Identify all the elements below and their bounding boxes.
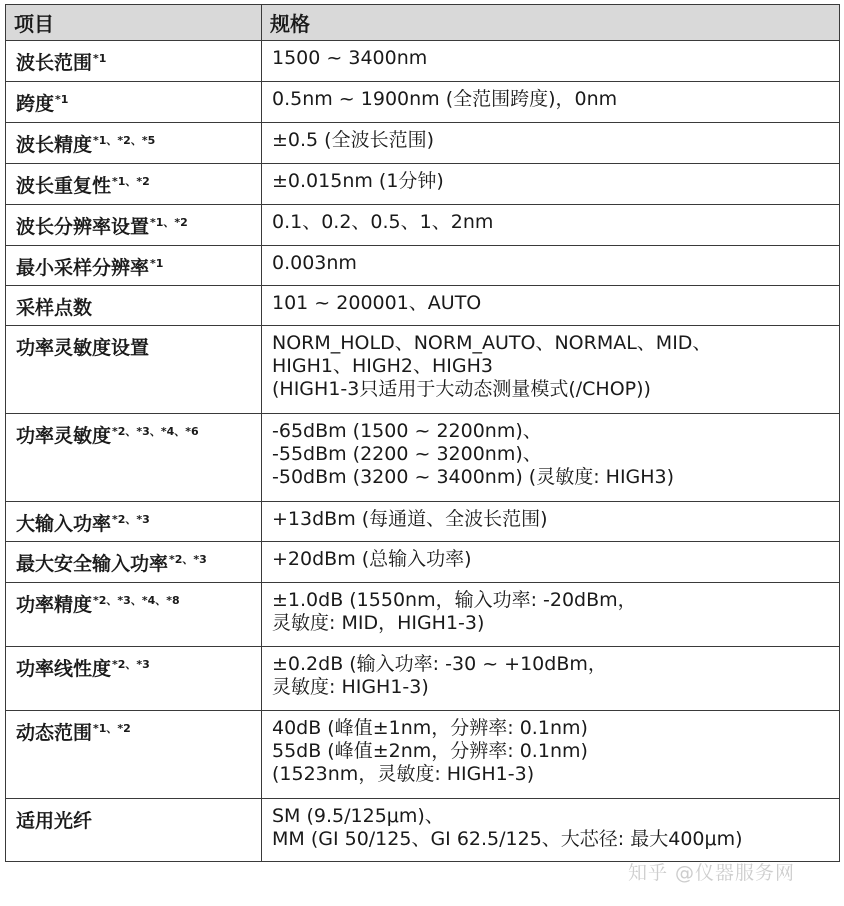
spec-line: -50dBm (3200 ~ 3400nm) (灵敏度: HIGH3) bbox=[272, 466, 675, 488]
spec-line: 0.1、0.2、0.5、1、2nm bbox=[272, 211, 494, 233]
spec-table bbox=[5, 4, 840, 862]
spec-line: (1523nm，灵敏度: HIGH1-3) bbox=[272, 763, 535, 785]
spec-cell bbox=[262, 326, 840, 414]
spec-line: -55dBm (2200 ~ 3200nm)、 bbox=[272, 443, 542, 465]
item-label: 采样点数 bbox=[16, 297, 93, 319]
item-footnote: *1、*2 bbox=[93, 722, 131, 735]
item-label: 波长范围 bbox=[16, 52, 93, 74]
spec-cell bbox=[262, 246, 840, 286]
item-label: 最小采样分辨率 bbox=[16, 257, 150, 279]
spec-line: 1500 ~ 3400nm bbox=[272, 47, 428, 69]
spec-line: +20dBm (总输入功率) bbox=[272, 548, 472, 570]
item-cell bbox=[6, 82, 262, 123]
spec-cell bbox=[262, 205, 840, 246]
spec-line: -65dBm (1500 ~ 2200nm)、 bbox=[272, 420, 542, 442]
spec-cell bbox=[262, 711, 840, 799]
spec-line: (HIGH1-3只适用于大动态测量模式(/CHOP)) bbox=[272, 378, 651, 400]
spec-line: SM (9.5/125μm)、 bbox=[272, 805, 444, 827]
spec-line: 灵敏度: MID，HIGH1-3) bbox=[272, 612, 485, 634]
spec-cell bbox=[262, 164, 840, 205]
item-cell bbox=[6, 583, 262, 647]
item-cell bbox=[6, 326, 262, 414]
spec-cell bbox=[262, 502, 840, 542]
spec-line: ±0.2dB (输入功率: -30 ~ +10dBm， bbox=[272, 653, 607, 675]
item-cell bbox=[6, 502, 262, 542]
item-label: 动态范围 bbox=[16, 722, 93, 744]
spec-line: 0.5nm ~ 1900nm (全范围跨度)，0nm bbox=[272, 88, 618, 110]
item-label: 波长精度 bbox=[16, 134, 93, 156]
item-label: 波长重复性 bbox=[16, 175, 112, 197]
table-row bbox=[6, 583, 840, 647]
spec-cell bbox=[262, 542, 840, 583]
item-footnote: *2、*3 bbox=[169, 553, 207, 566]
spec-line: 40dB (峰值±1nm，分辨率: 0.1nm) bbox=[272, 717, 588, 739]
spec-cell bbox=[262, 82, 840, 123]
table-header bbox=[6, 5, 840, 41]
item-label: 功率线性度 bbox=[16, 658, 112, 680]
item-cell bbox=[6, 799, 262, 862]
table-row bbox=[6, 414, 840, 502]
item-cell bbox=[6, 286, 262, 326]
item-footnote: *2、*3 bbox=[112, 513, 150, 526]
item-label: 功率灵敏度设置 bbox=[16, 337, 150, 359]
spec-cell bbox=[262, 414, 840, 502]
item-footnote: *1、*2 bbox=[112, 175, 150, 188]
table-row bbox=[6, 502, 840, 542]
spec-cell bbox=[262, 799, 840, 862]
item-label: 适用光纤 bbox=[16, 810, 93, 832]
table-row bbox=[6, 326, 840, 414]
table-row bbox=[6, 164, 840, 205]
item-footnote: *1 bbox=[55, 93, 69, 106]
spec-cell bbox=[262, 647, 840, 711]
item-label: 最大安全输入功率 bbox=[16, 553, 169, 575]
spec-line: ±0.015nm (1分钟) bbox=[272, 170, 444, 192]
spec-line: +13dBm (每通道、全波长范围) bbox=[272, 508, 548, 530]
item-cell bbox=[6, 647, 262, 711]
item-label: 波长分辨率设置 bbox=[16, 216, 150, 238]
spec-cell bbox=[262, 286, 840, 326]
table-row bbox=[6, 647, 840, 711]
item-cell bbox=[6, 711, 262, 799]
table-row bbox=[6, 799, 840, 862]
header-item: 项目 bbox=[6, 5, 262, 41]
table-row bbox=[6, 286, 840, 326]
table-row bbox=[6, 82, 840, 123]
header-row bbox=[6, 5, 840, 41]
item-cell bbox=[6, 205, 262, 246]
item-footnote: *2、*3、*4、*8 bbox=[93, 594, 180, 607]
spec-line: 101 ~ 200001、AUTO bbox=[272, 292, 482, 314]
item-label: 跨度 bbox=[16, 93, 55, 115]
item-footnote: *1、*2 bbox=[150, 216, 188, 229]
item-cell bbox=[6, 414, 262, 502]
spec-line: ±1.0dB (1550nm，输入功率: -20dBm， bbox=[272, 589, 637, 611]
spec-line: 灵敏度: HIGH1-3) bbox=[272, 676, 429, 698]
table-row bbox=[6, 41, 840, 82]
item-footnote: *2、*3 bbox=[112, 658, 150, 671]
item-footnote: *1 bbox=[93, 52, 107, 65]
table-row bbox=[6, 123, 840, 164]
header-spec: 规格 bbox=[262, 5, 840, 41]
table-row bbox=[6, 542, 840, 583]
spec-line: MM (GI 50/125、GI 62.5/125、大芯径: 最大400μm) bbox=[272, 828, 743, 850]
table-body bbox=[6, 41, 840, 862]
item-footnote: *2、*3、*4、*6 bbox=[112, 425, 199, 438]
watermark: 知乎 @仪器服务网 bbox=[628, 862, 796, 884]
table-row bbox=[6, 246, 840, 286]
item-cell bbox=[6, 542, 262, 583]
spec-cell bbox=[262, 583, 840, 647]
table-row bbox=[6, 711, 840, 799]
spec-line: 55dB (峰值±2nm，分辨率: 0.1nm) bbox=[272, 740, 588, 762]
table-row bbox=[6, 205, 840, 246]
item-cell bbox=[6, 164, 262, 205]
item-cell bbox=[6, 123, 262, 164]
item-label: 大输入功率 bbox=[16, 513, 112, 535]
item-cell bbox=[6, 246, 262, 286]
spec-line: ±0.5 (全波长范围) bbox=[272, 129, 435, 151]
spec-line: 0.003nm bbox=[272, 252, 357, 274]
item-cell bbox=[6, 41, 262, 82]
item-footnote: *1 bbox=[150, 257, 164, 270]
item-footnote: *1、*2、*5 bbox=[93, 134, 156, 147]
spec-line: NORM_HOLD、NORM_AUTO、NORMAL、MID、 bbox=[272, 332, 712, 354]
spec-cell bbox=[262, 41, 840, 82]
spec-cell bbox=[262, 123, 840, 164]
spec-line: HIGH1、HIGH2、HIGH3 bbox=[272, 355, 493, 377]
item-label: 功率灵敏度 bbox=[16, 425, 112, 447]
item-label: 功率精度 bbox=[16, 594, 93, 616]
